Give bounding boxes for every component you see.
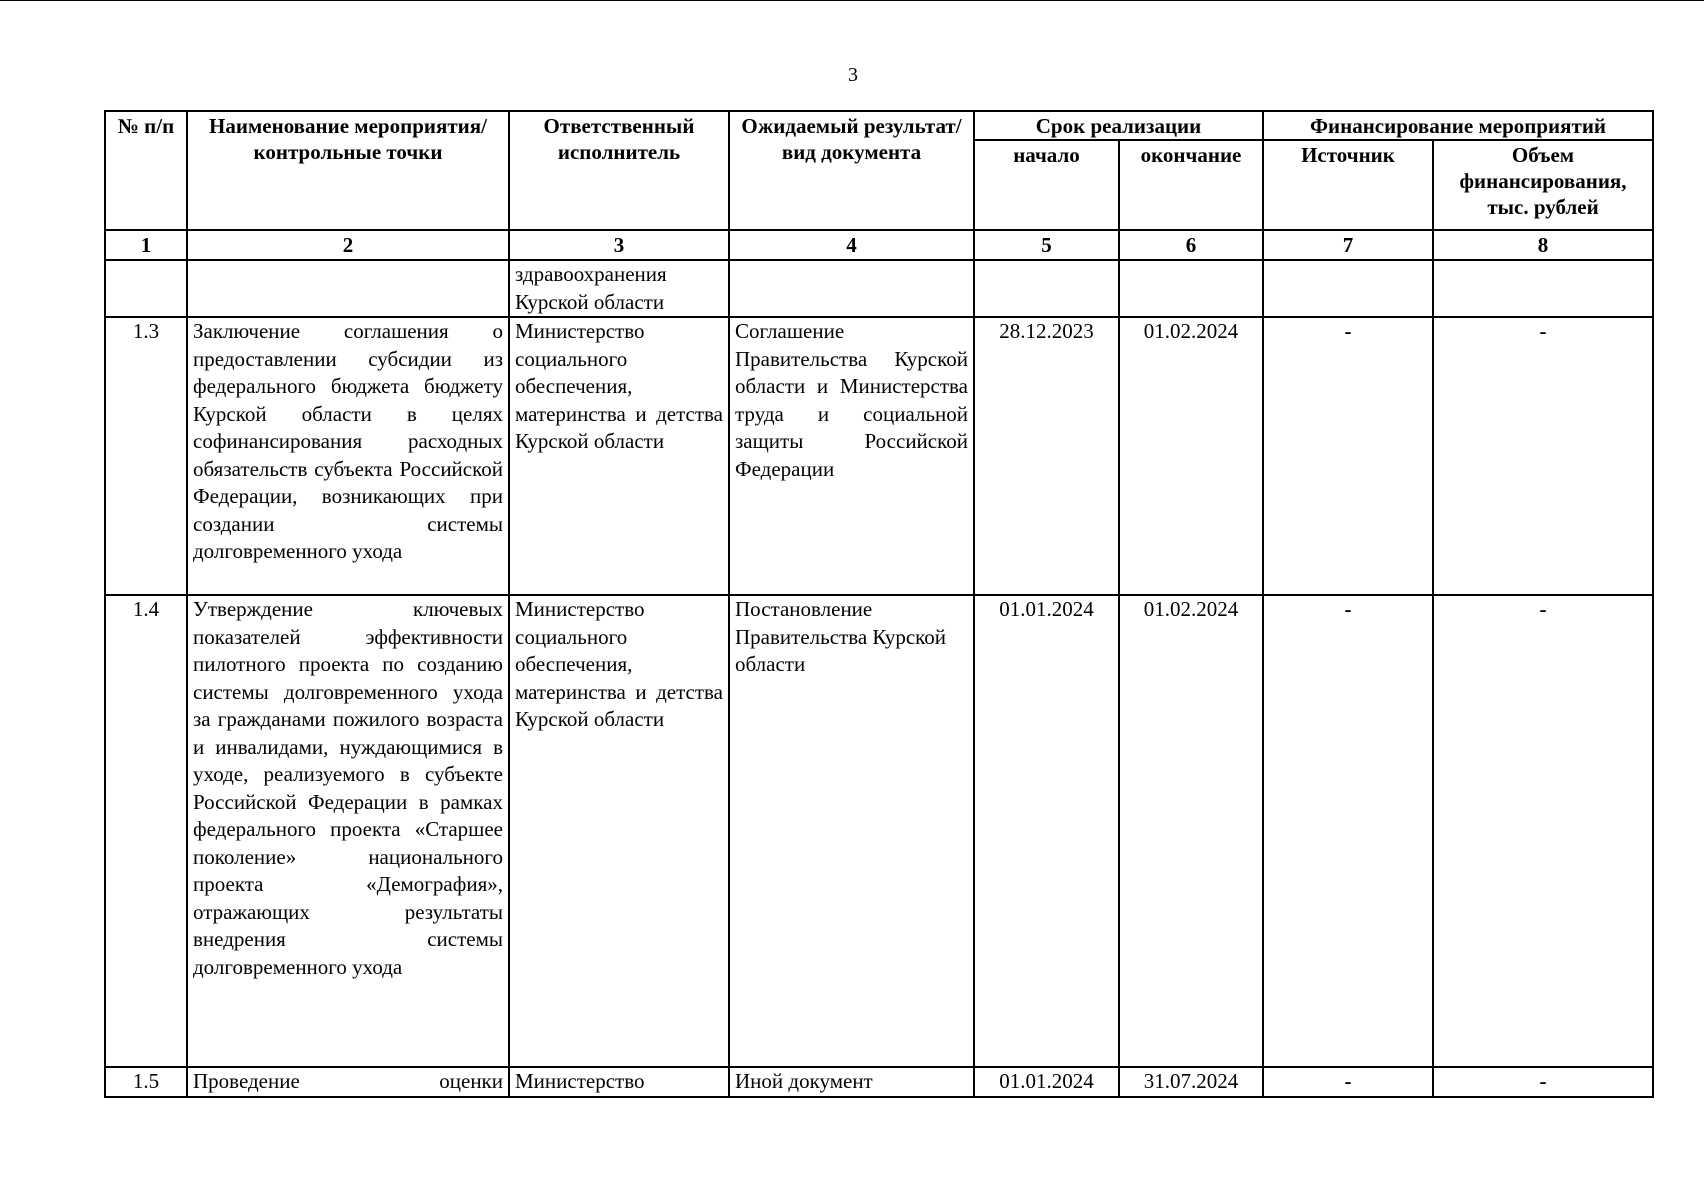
column-number: 5: [974, 230, 1119, 260]
table-row: [105, 1067, 1653, 1097]
row-start: [974, 260, 1119, 317]
row-result: Постановление Правительства Курской области: [729, 595, 974, 1067]
events-plan-table: [104, 110, 1654, 1098]
table-row: [105, 595, 1653, 1067]
header-responsible: Ответственный исполнитель: [509, 111, 729, 230]
header-source: Источник: [1263, 140, 1433, 230]
header-num: № п/п: [105, 111, 187, 230]
column-number: 3: [509, 230, 729, 260]
header-name: Наименование мероприятия/контрольные точки: [187, 111, 509, 230]
row-start: 01.01.2024: [974, 1067, 1119, 1097]
row-source: -: [1263, 1067, 1433, 1097]
row-name: Заключение соглашения о предоставлении субсидии из федерального бюджета бюджету Курской области в целях софинансирования расходных обязательств субъекта Российской Федерации, возникающих при создании системы долговременного ухода: [187, 317, 509, 595]
column-number: 7: [1263, 230, 1433, 260]
row-source: [1263, 260, 1433, 317]
header-financing: Финансирование мероприятий: [1263, 111, 1653, 140]
row-start: 28.12.2023: [974, 317, 1119, 595]
column-number: 8: [1433, 230, 1653, 260]
column-number: 1: [105, 230, 187, 260]
row-result: Соглашение Правительства Курской области и Министерства труда и социальной защиты Российской Федерации: [729, 317, 974, 595]
row-volume: [1433, 260, 1653, 317]
header-volume: Объем финансирования, тыс. рублей: [1433, 140, 1653, 230]
row-num: 1.3: [105, 317, 187, 595]
header-result: Ожидаемый результат/вид документа: [729, 111, 974, 230]
row-num: 1.4: [105, 595, 187, 1067]
table-row: [105, 260, 1653, 317]
header-end: окончание: [1119, 140, 1263, 230]
row-name: Утверждение ключевых показателей эффективности пилотного проекта по созданию системы долговременного ухода за гражданами пожилого возраста и инвалидами, нуждающимися в уходе, реализуемого в субъекте Российской Федерации в рамках федерального проекта «Старшее поколение» национального проекта «Демография», отражающих результаты внедрения системы долговременного ухода: [187, 595, 509, 1067]
row-num: 1.5: [105, 1067, 187, 1097]
row-start: 01.01.2024: [974, 595, 1119, 1067]
row-end: 01.02.2024: [1119, 317, 1263, 595]
row-end: 31.07.2024: [1119, 1067, 1263, 1097]
column-number: 6: [1119, 230, 1263, 260]
row-name: Проведение оценки: [187, 1067, 509, 1097]
row-responsible: Министерство социального обеспечения, материнства и детства Курской области: [509, 595, 729, 1067]
row-num: [105, 260, 187, 317]
row-volume: -: [1433, 317, 1653, 595]
row-volume: -: [1433, 1067, 1653, 1097]
row-end: 01.02.2024: [1119, 595, 1263, 1067]
header-start: начало: [974, 140, 1119, 230]
row-volume: -: [1433, 595, 1653, 1067]
row-responsible: здравоохранения Курской области: [509, 260, 729, 317]
row-result: [729, 260, 974, 317]
header-row-1: [105, 111, 1653, 140]
row-source: -: [1263, 595, 1433, 1067]
column-number-row: [105, 230, 1653, 260]
row-name: [187, 260, 509, 317]
row-result: Иной документ: [729, 1067, 974, 1097]
scan-edge-line: [0, 0, 1704, 1]
column-number: 4: [729, 230, 974, 260]
row-responsible: Министерство: [509, 1067, 729, 1097]
table-row: [105, 317, 1653, 595]
column-number: 2: [187, 230, 509, 260]
row-responsible: Министерство социального обеспечения, материнства и детства Курской области: [509, 317, 729, 595]
row-source: -: [1263, 317, 1433, 595]
header-period: Срок реализации: [974, 111, 1263, 140]
page-number: 3: [848, 64, 858, 86]
scan-edge-mark: [1666, 0, 1704, 1]
row-end: [1119, 260, 1263, 317]
